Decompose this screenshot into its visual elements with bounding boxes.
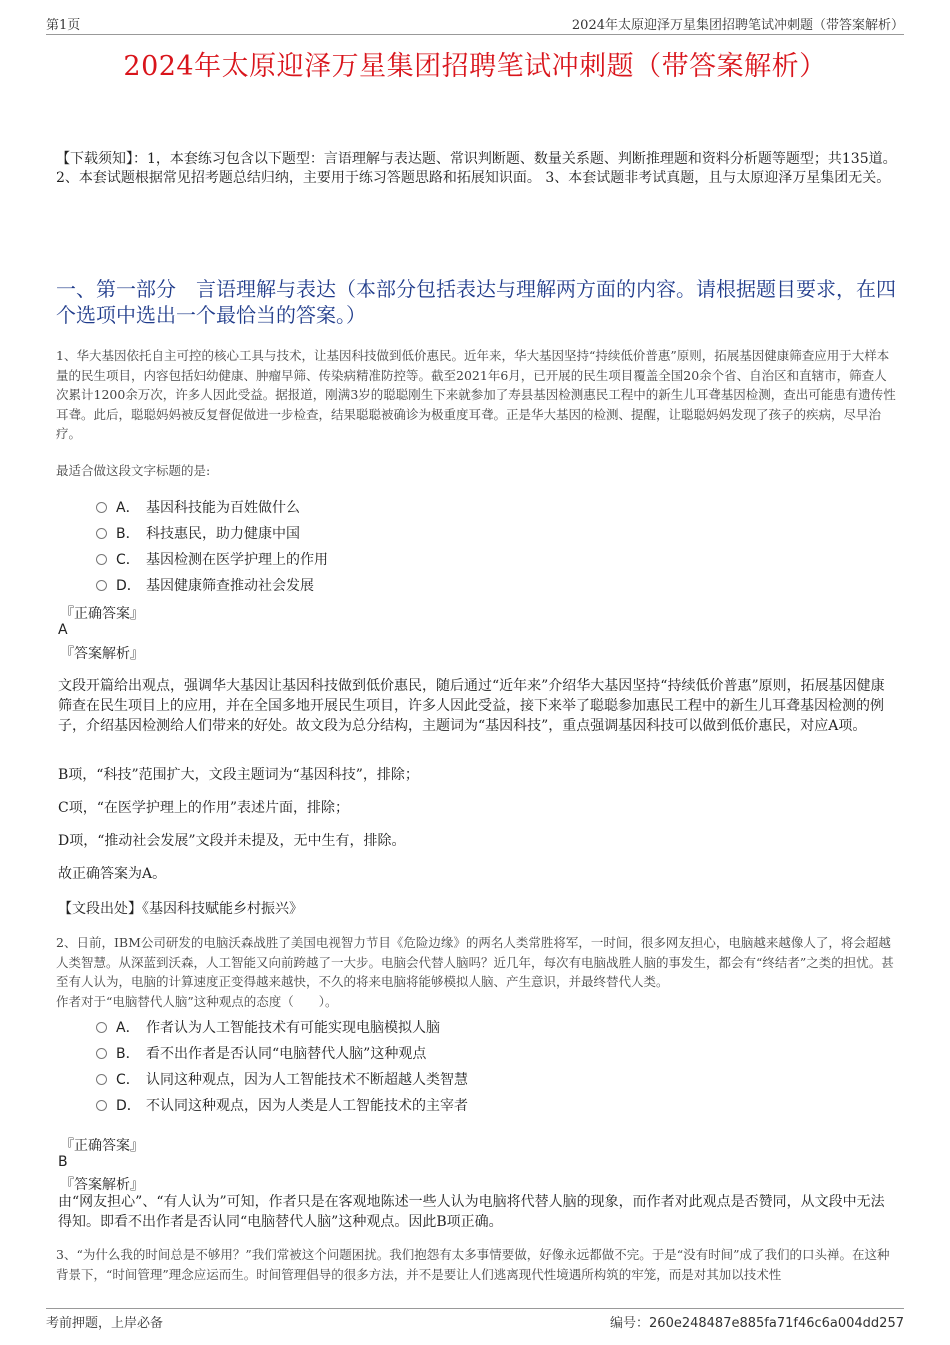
radio-icon[interactable] bbox=[96, 1022, 107, 1033]
q1-prompt: 最适合做这段文字标题的是: bbox=[56, 463, 211, 478]
footer-slogan: 考前押题，上岸必备 bbox=[46, 1316, 164, 1331]
q2-option-d[interactable]: D． 不认同这种观点，因为人类是人工智能技术的主宰者 bbox=[96, 1095, 468, 1115]
q2-option-c[interactable]: C． 认同这种观点，因为人工智能技术不断超越人类智慧 bbox=[96, 1069, 468, 1089]
radio-icon[interactable] bbox=[96, 528, 107, 539]
q1-stem: 1、华大基因依托自主可控的核心工具与技术，让基因科技做到低价惠民。近年来，华大基因坚持“持续低价普惠”原则，拓展基因健康筛查应用于大样本量的民生项目，内容包括妇幼健康、肿瘤早筛、传染病精准防控等。截至2021年6月，已开展的民生项目覆盖全国20余个省、自治区和直辖市，筛查人次累计1200余万次，许多人因此受益。据报道，刚满3岁的聪聪刚生下来就参加了寿县基因检测惠民工程中的新生儿耳聋基因检测，查出可能患有遗传性耳聋。此后，聪聪妈妈被反复督促做进一步检查，结果聪聪被确诊为极重度耳聋。正是华大基因的检测、提醒，让聪聪妈妈发现了孩子的疾病，尽早治疗。 bbox=[56, 348, 896, 441]
q2-option-a[interactable]: A． 作者认为人工智能技术有可能实现电脑模拟人脑 bbox=[96, 1017, 440, 1037]
q1-analysis-main: 文段开篇给出观点，强调华大基因让基因科技做到低价惠民，随后通过“近年来”介绍华大基因坚持“持续低价普惠”原则，拓展基因健康筛查在民生项目上的应用，并在全国多地开展民生项目，许多人因此受益，接下来举了聪聪参加惠民工程中的新生儿耳聋基因检测的例子，介绍基因检测给人们带来的好处。故文段为总分结构，主题词为“基因科技”，重点强调基因科技可以做到低价惠民，对应A项。 bbox=[58, 678, 885, 734]
q1-analysis-conclusion: 故正确答案为A。 bbox=[58, 866, 167, 882]
page-header bbox=[46, 14, 904, 35]
q1-analysis-d: D项，“推动社会发展”文段并未提及，无中生有，排除。 bbox=[58, 833, 406, 849]
q2-stem: 2、日前，IBM公司研发的电脑沃森战胜了美国电视智力节目《危险边缘》的两名人类常胜将军，一时间，很多网友担心，电脑越来越像人了，将会超越人类智慧。从深蓝到沃森，人工智能又向前跨越了一大步。电脑会代替人脑吗？近几年，每次有电脑战胜人脑的事发生，都会有“终结者”之类的担忧。甚至有人认为，电脑的计算速度正变得越来越快，不久的将来电脑将能够模拟人脑、产生意识，并最终替代人类。 bbox=[56, 935, 894, 989]
q1-analysis-label: 『答案解析』 bbox=[60, 646, 144, 662]
radio-icon[interactable] bbox=[96, 1048, 107, 1059]
radio-icon[interactable] bbox=[96, 502, 107, 513]
q1-answer: A bbox=[58, 622, 68, 638]
radio-icon[interactable] bbox=[96, 1100, 107, 1111]
q1-answer-label: 『正确答案』 bbox=[60, 606, 144, 622]
q2-answer-label: 『正确答案』 bbox=[60, 1138, 144, 1154]
radio-icon[interactable] bbox=[96, 554, 107, 565]
q2-option-b[interactable]: B． 看不出作者是否认同“电脑替代人脑”这种观点 bbox=[96, 1043, 426, 1063]
q2-analysis-label: 『答案解析』 bbox=[60, 1177, 144, 1193]
radio-icon[interactable] bbox=[96, 580, 107, 591]
q1-option-c[interactable]: C． 基因检测在医学护理上的作用 bbox=[96, 549, 328, 569]
q1-option-d[interactable]: D． 基因健康筛查推动社会发展 bbox=[96, 575, 314, 595]
page-title: 2024年太原迎泽万星集团招聘笔试冲刺题（带答案解析） bbox=[123, 51, 827, 82]
radio-icon[interactable] bbox=[96, 1074, 107, 1085]
page-footer bbox=[46, 1308, 904, 1329]
q1-analysis-b: B项，“科技”范围扩大，文段主题词为“基因科技”，排除； bbox=[58, 767, 419, 783]
q1-option-b[interactable]: B． 科技惠民，助力健康中国 bbox=[96, 523, 300, 543]
q2-answer: B bbox=[58, 1154, 68, 1170]
q2-prompt: 作者对于“电脑替代人脑”这种观点的态度（ ）。 bbox=[56, 994, 338, 1009]
q1-option-a[interactable]: A． 基因科技能为百姓做什么 bbox=[96, 497, 300, 517]
q2-analysis: 由“网友担心”、“有人认为”可知，作者只是在客观地陈述一些人认为电脑将代替人脑的现象，而作者对此观点是否赞同，从文段中无法得知。即看不出作者是否认同“电脑替代人脑”这种观点。因此B项正确。 bbox=[58, 1194, 885, 1230]
q3-stem: 3、“为什么我的时间总是不够用？”我们常被这个问题困扰。我们抱怨有太多事情要做，好像永远都做不完。于是“没有时间”成了我们的口头禅。在这种背景下，“时间管理”理念应运而生。时间管理倡导的很多方法，并不是要让人们逃离现代性境遇所构筑的牢笼，而是对其加以技术性 bbox=[56, 1247, 890, 1282]
header-doc-title: 2024年太原迎泽万星集团招聘笔试冲刺题（带答案解析） bbox=[571, 18, 904, 33]
download-notice: 【下载须知】：1，本套练习包含以下题型：言语理解与表达题、常识判断题、数量关系题、判断推理题和资料分析题等题型；共135道。 2、本套试题根据常见招考题总结归纳，主要用于练习答题思路和拓展知识面。 3、本套试题非考试真题，且与太原迎泽万星集团无关。 bbox=[56, 151, 897, 186]
q1-analysis-c: C项，“在医学护理上的作用”表述片面，排除； bbox=[58, 800, 350, 816]
page-number: 第1页 bbox=[46, 18, 81, 33]
section-heading: 一、第一部分 言语理解与表达（本部分包括表达与理解两方面的内容。请根据题目要求，在四个选项中选出一个最恰当的答案。） bbox=[56, 277, 896, 327]
q1-source: 【文段出处】《基因科技赋能乡村振兴》 bbox=[58, 901, 303, 917]
footer-code: 编号：260e248487e885fa71f46c6a004dd257 bbox=[610, 1316, 904, 1331]
